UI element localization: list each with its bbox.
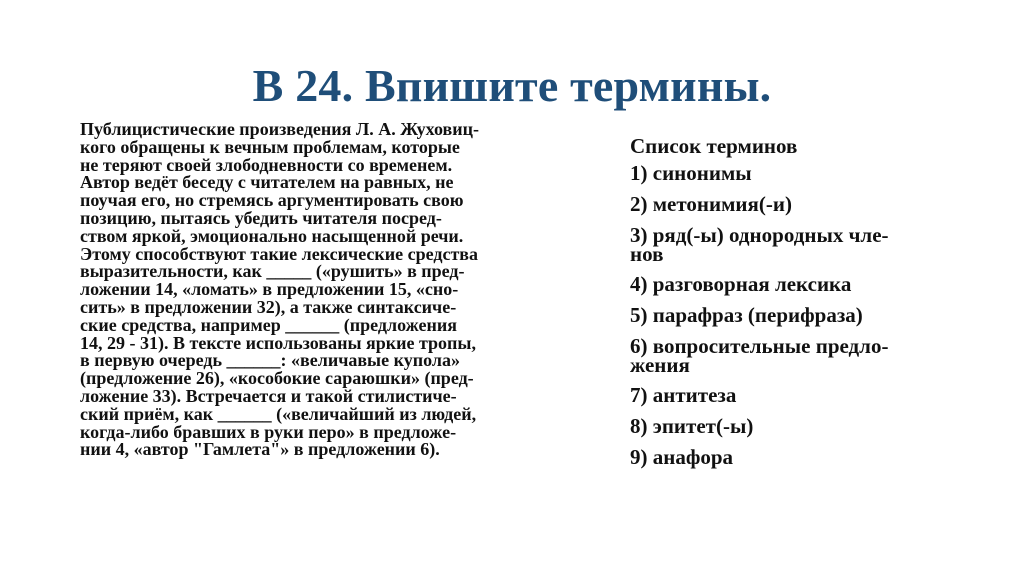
term-item (630, 414, 970, 438)
term-item (630, 445, 970, 469)
term-label: 9) анафора (630, 445, 734, 469)
text-line: ский приём, как ______ («величайший из людей, (80, 403, 477, 424)
term-item (630, 223, 970, 266)
text-line: сить» в предложении 32), а также синтаксиче- (80, 296, 457, 317)
text-line: 14, 29 - 31). В тексте использованы яркие тропы, (80, 332, 476, 353)
term-label: 3) ряд(-ы) однородных чле- (630, 223, 889, 247)
term-item (630, 303, 970, 327)
term-item (630, 383, 970, 407)
term-item (630, 334, 970, 377)
text-line: когда-либо бравших в руки перо» в предложе- (80, 421, 457, 442)
text-line: выразительности, как _____ («рушить» в пред- (80, 261, 465, 282)
slide-title: В 24. Впишите термины. (252, 60, 772, 111)
term-label: 4) разговорная лексика (630, 272, 852, 296)
term-item (630, 272, 970, 296)
term-label: 6) вопросительные предло- (630, 334, 889, 358)
term-label: 5) парафраз (перифраза) (630, 303, 863, 327)
text-line: ские средства, например ______ (предложения (80, 314, 457, 335)
text-line: позицию, пытаясь убедить читателя посред- (80, 207, 442, 228)
text-line: кого обращены к вечным проблемам, которые (80, 136, 460, 157)
term-label: 2) метонимия(-и) (630, 192, 792, 216)
text-line: ством яркой, эмоционально насыщенной речи. (80, 225, 464, 246)
term-label: 7) антитеза (630, 383, 737, 407)
text-line: не теряют своей злободневности со временем. (80, 154, 453, 175)
text-line: нии 4, «автор "Гамлета"» в предложении 6). (80, 439, 440, 460)
term-item (630, 192, 970, 216)
exercise-text (80, 121, 600, 459)
term-label: 8) эпитет(-ы) (630, 414, 754, 438)
text-line: поучая его, но стремясь аргументировать свою (80, 190, 464, 211)
term-label: нов (630, 242, 664, 266)
terms-heading: Список терминов (630, 134, 798, 158)
text-line: в первую очередь ______: «величавые купола» (80, 350, 460, 371)
text-line: Публицистические произведения Л. А. Жуховиц- (80, 119, 480, 139)
term-label: 1) синонимы (630, 161, 752, 185)
terms-list (630, 161, 970, 469)
text-line: ложении 14, «ломать» в предложении 15, «сно- (80, 279, 459, 300)
text-line: Автор ведёт беседу с читателем на равных, не (80, 172, 454, 193)
text-line: ложение 33). Встречается и такой стилистиче- (80, 385, 457, 406)
text-line: Этому способствуют такие лексические средства (80, 243, 479, 264)
text-line: (предложение 26), «кособокие сараюшки» (пред- (80, 368, 474, 389)
term-item (630, 161, 970, 185)
term-label: жения (630, 353, 690, 377)
